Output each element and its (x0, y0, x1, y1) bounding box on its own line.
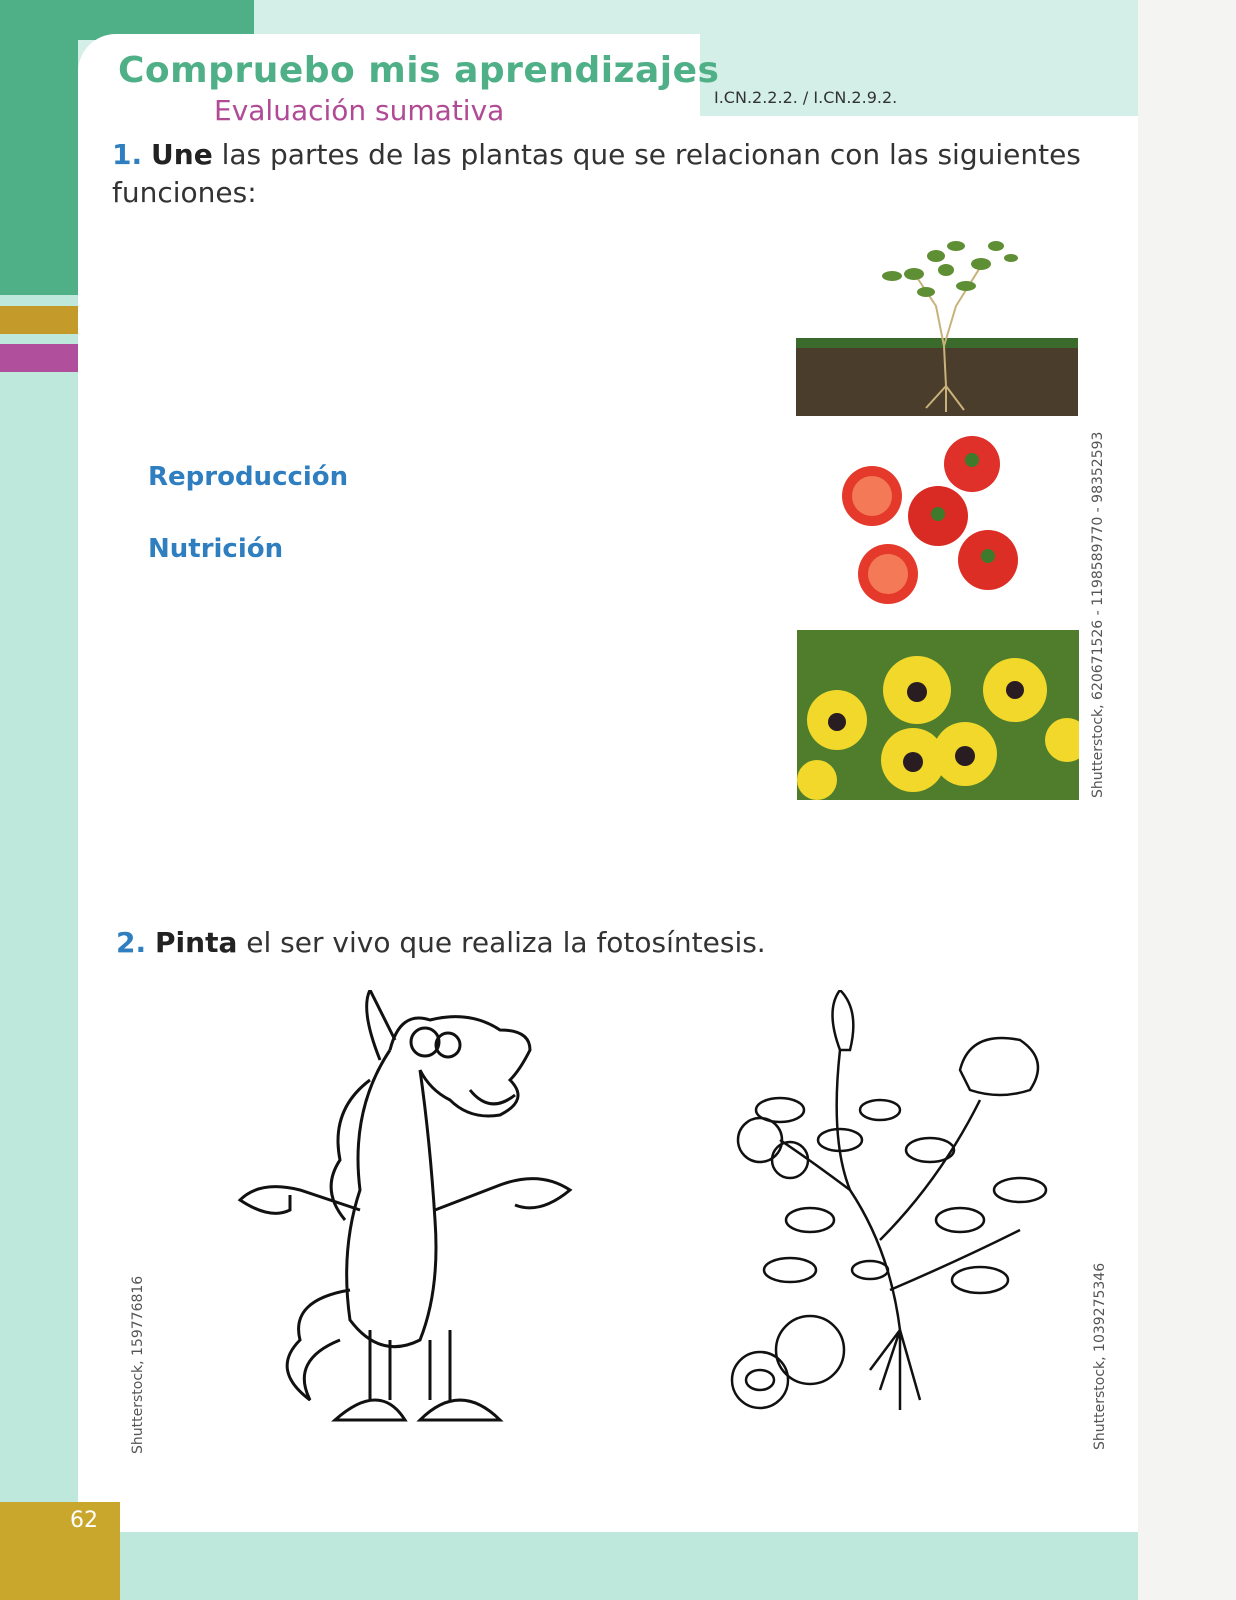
question-2-text: el ser vivo que realiza la fotosíntesis. (237, 926, 766, 959)
photo-credit-q1: Shutterstock, 620671526 - 1198589770 - 98352593 (1090, 431, 1106, 798)
horse-drawing[interactable] (230, 990, 610, 1452)
question-1 (112, 136, 1092, 212)
label-reproduccion[interactable]: Reproducción (148, 462, 349, 492)
decor-pink-stripe (0, 344, 78, 372)
photo-credit-horse: Shutterstock, 159776816 (130, 1275, 146, 1454)
page-title: Compruebo mis aprendizajes (118, 50, 720, 91)
question-2-number: 2. (116, 926, 147, 959)
question-2 (116, 924, 1016, 962)
page-number: 62 (70, 1508, 98, 1533)
pansies-image[interactable] (797, 630, 1079, 800)
plant-roots-image[interactable] (796, 226, 1078, 416)
decor-green-block (0, 0, 78, 295)
decor-left-band (0, 295, 78, 1600)
label-nutricion[interactable]: Nutrición (148, 534, 284, 564)
page-right-edge (1138, 0, 1236, 1600)
page-number-box (0, 1502, 120, 1600)
photo-credit-branch: Shutterstock, 1039275346 (1092, 1262, 1108, 1450)
tomatoes-image[interactable] (836, 430, 1022, 606)
question-2-verb: Pinta (155, 926, 238, 959)
question-1-verb: Une (151, 138, 213, 171)
bottom-band (0, 1532, 1138, 1600)
decor-gold-stripe (0, 306, 78, 334)
question-1-number: 1. (112, 138, 143, 171)
indicator-codes: I.CN.2.2.2. / I.CN.2.9.2. (714, 88, 898, 107)
flowering-branch-drawing[interactable] (730, 990, 1084, 1430)
question-1-text: las partes de las plantas que se relacionan con las siguientes funciones: (112, 138, 1081, 209)
page-subtitle: Evaluación sumativa (214, 94, 505, 127)
